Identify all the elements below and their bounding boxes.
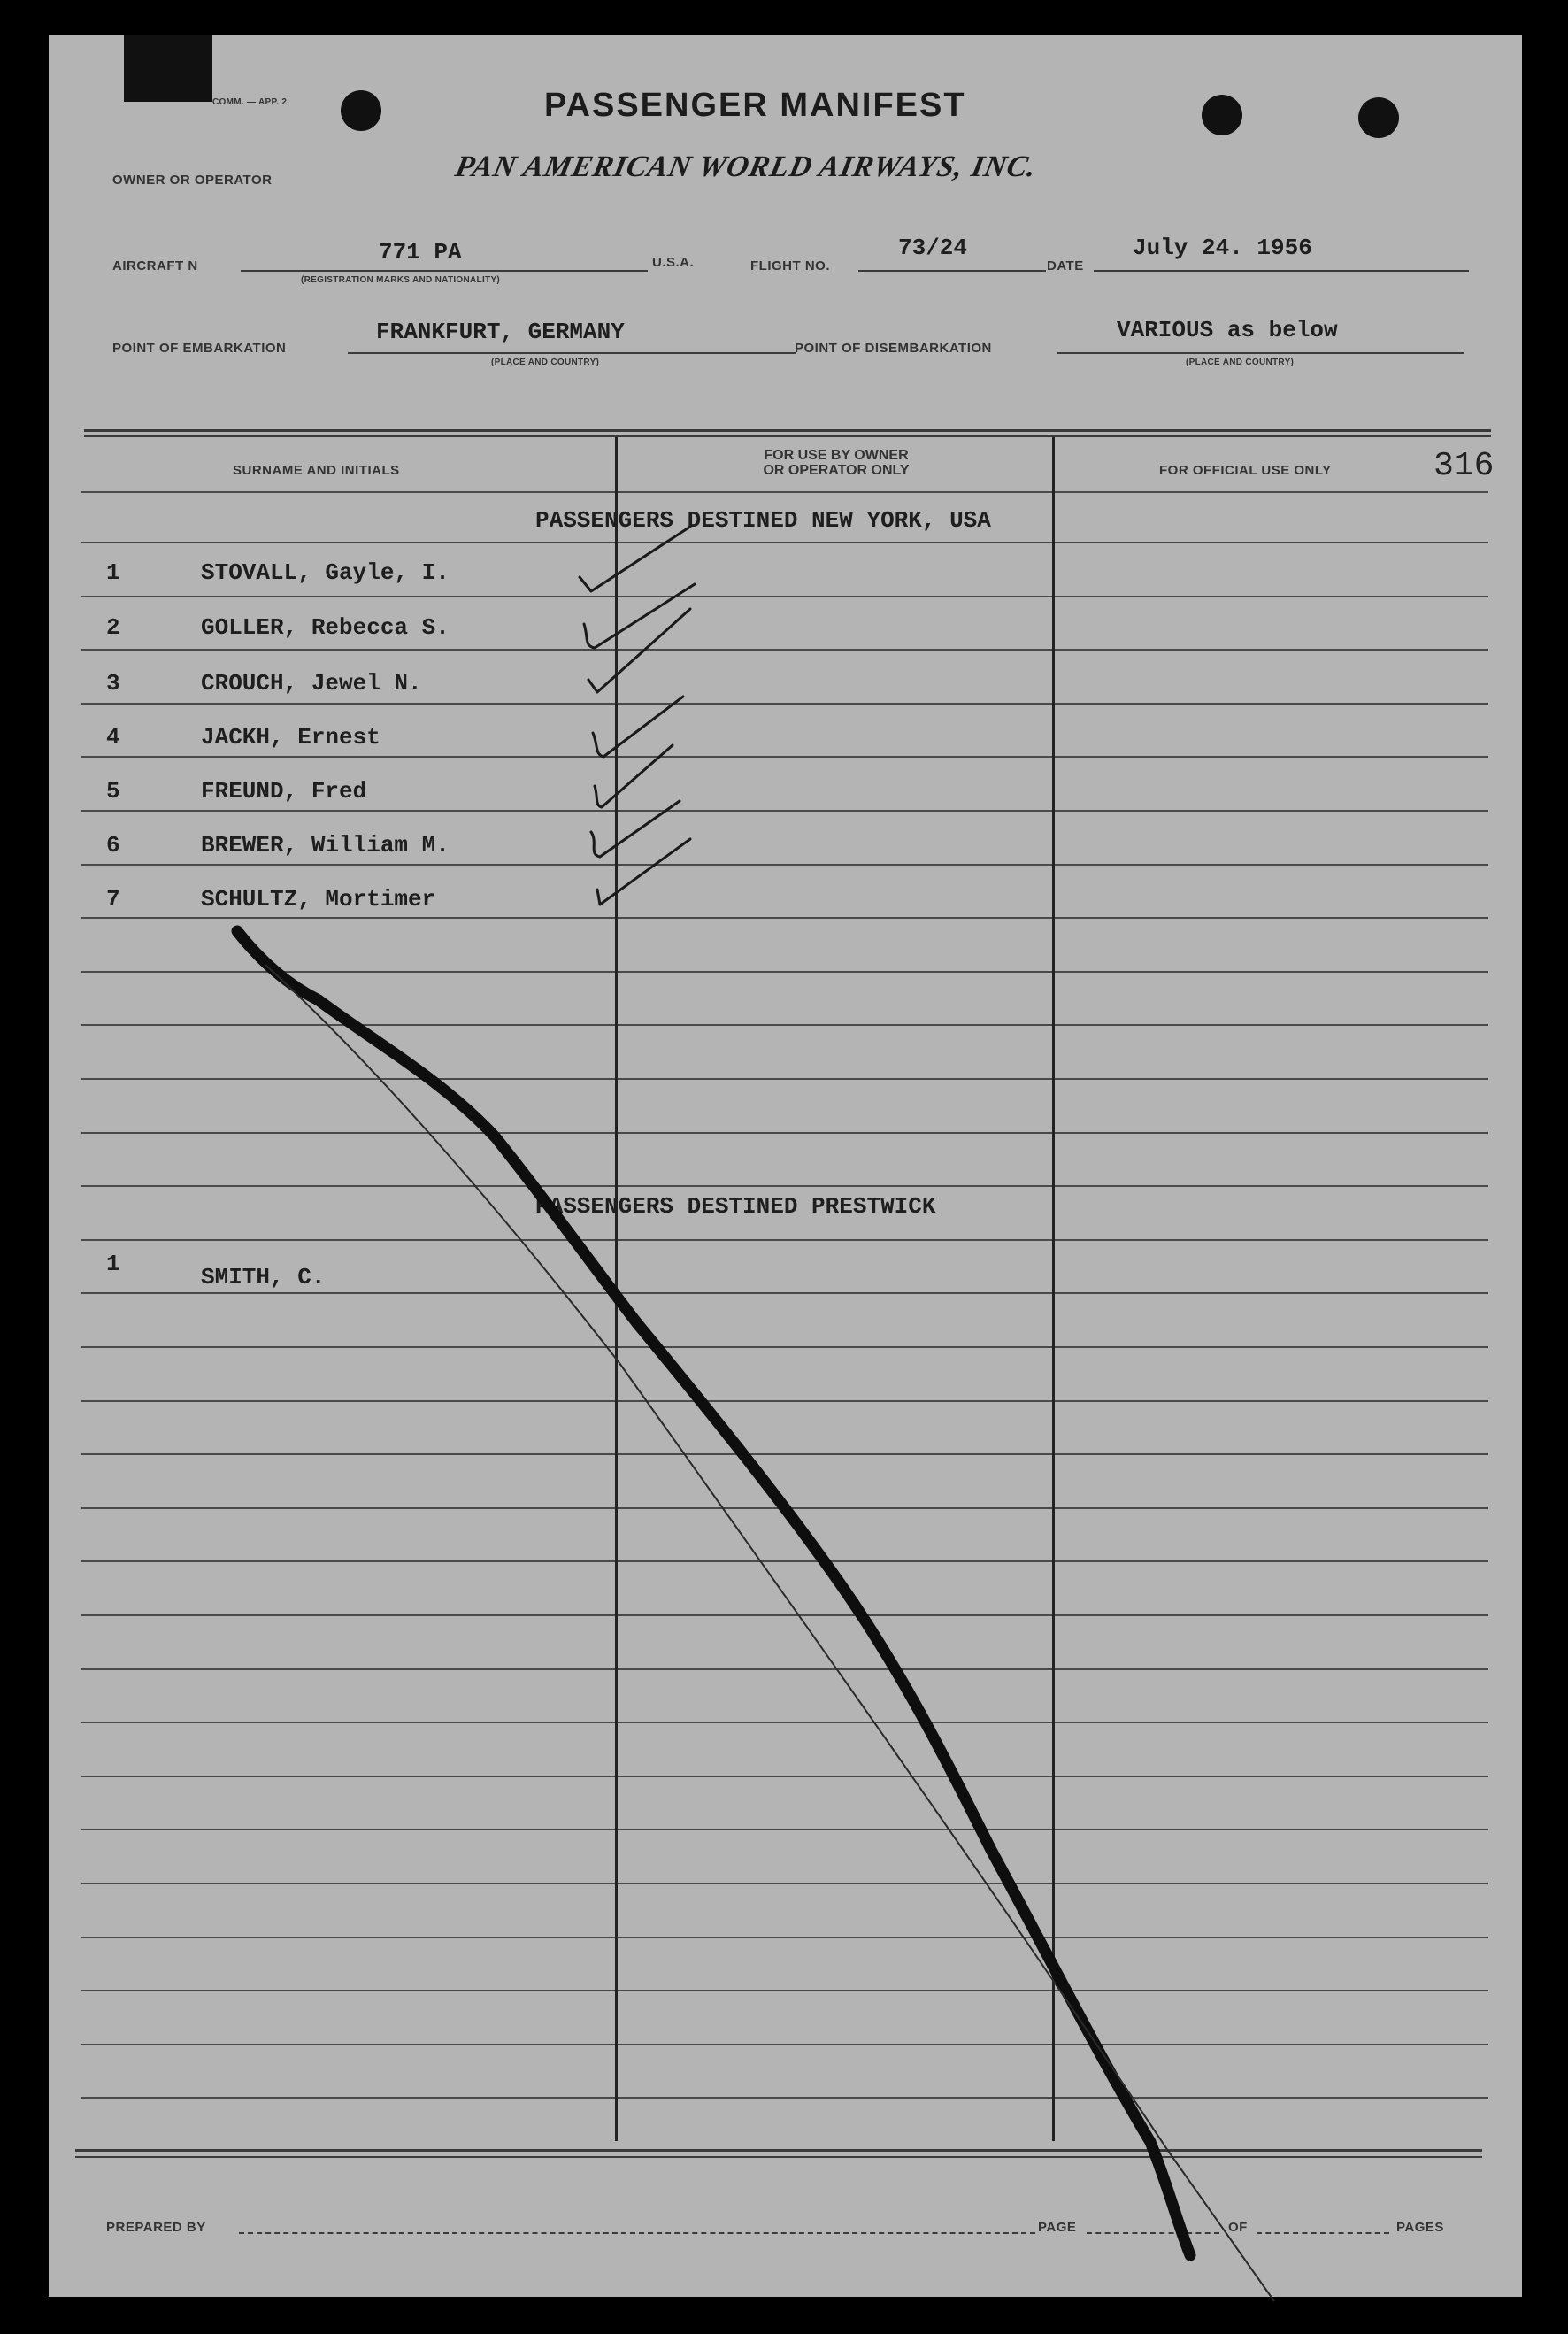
aircraft-value: 771 PA	[379, 239, 462, 266]
prepared-by-label: PREPARED BY	[106, 2220, 206, 2235]
pages-label: PAGES	[1396, 2220, 1444, 2235]
form-title: PASSENGER MANIFEST	[544, 87, 966, 124]
page-label: PAGE	[1038, 2220, 1077, 2235]
disembark-value: VARIOUS as below	[1117, 317, 1338, 343]
company-name: PAN AMERICAN WORLD AIRWAYS, INC.	[452, 150, 1041, 183]
passenger-number: 3	[106, 670, 120, 697]
flight-label: FLIGHT NO.	[750, 258, 830, 273]
section-heading-prestwick: PASSENGERS DESTINED PRESTWICK	[535, 1193, 936, 1220]
disembark-note: (PLACE AND COUNTRY)	[1186, 358, 1295, 367]
passenger-name: FREUND, Fred	[201, 778, 367, 805]
registration-note: (REGISTRATION MARKS AND NATIONALITY)	[301, 275, 501, 285]
cancellation-stroke	[237, 931, 1190, 2255]
passenger-number: 1	[106, 1251, 120, 1277]
passenger-name: CROUCH, Jewel N.	[201, 670, 422, 697]
passenger-number: 5	[106, 778, 120, 805]
owner-label: OWNER OR OPERATOR	[112, 173, 273, 188]
flight-value: 73/24	[898, 235, 968, 261]
passenger-name: STOVALL, Gayle, I.	[201, 559, 450, 586]
check-mark	[588, 609, 690, 692]
date-label: DATE	[1047, 258, 1084, 273]
official-use-header: FOR OFFICIAL USE ONLY	[1159, 463, 1332, 478]
owner-use-header-line1: FOR USE BY OWNER	[764, 448, 909, 463]
check-mark	[591, 801, 680, 857]
section-heading-new-york: PASSENGERS DESTINED NEW YORK, USA	[535, 507, 991, 534]
passenger-name: SCHULTZ, Mortimer	[201, 886, 436, 913]
check-mark	[580, 527, 690, 591]
embark-value: FRANKFURT, GERMANY	[376, 319, 625, 345]
disembark-label: POINT OF DISEMBARKATION	[795, 341, 992, 356]
aircraft-label: AIRCRAFT N	[112, 258, 198, 273]
surname-header: SURNAME AND INITIALS	[233, 463, 400, 478]
form-code: COMM. — APP. 2	[212, 97, 288, 107]
date-value: July 24. 1956	[1133, 235, 1312, 261]
passenger-name: SMITH, C.	[201, 1264, 326, 1290]
check-mark	[584, 584, 695, 648]
passenger-number: 1	[106, 559, 120, 586]
passenger-name: GOLLER, Rebecca S.	[201, 614, 450, 641]
usa-label: U.S.A.	[652, 255, 695, 270]
passenger-name: JACKH, Ernest	[201, 724, 380, 751]
passenger-number: 2	[106, 614, 120, 641]
of-label: OF	[1228, 2220, 1248, 2235]
embark-label: POINT OF EMBARKATION	[112, 341, 287, 356]
embark-note: (PLACE AND COUNTRY)	[491, 358, 600, 367]
passenger-number: 6	[106, 832, 120, 859]
passenger-name: BREWER, William M.	[201, 832, 450, 859]
passenger-number: 7	[106, 886, 120, 913]
owner-use-header-line2: OR OPERATOR ONLY	[763, 463, 910, 478]
passenger-number: 4	[106, 724, 120, 751]
official-number: 316	[1433, 447, 1495, 485]
